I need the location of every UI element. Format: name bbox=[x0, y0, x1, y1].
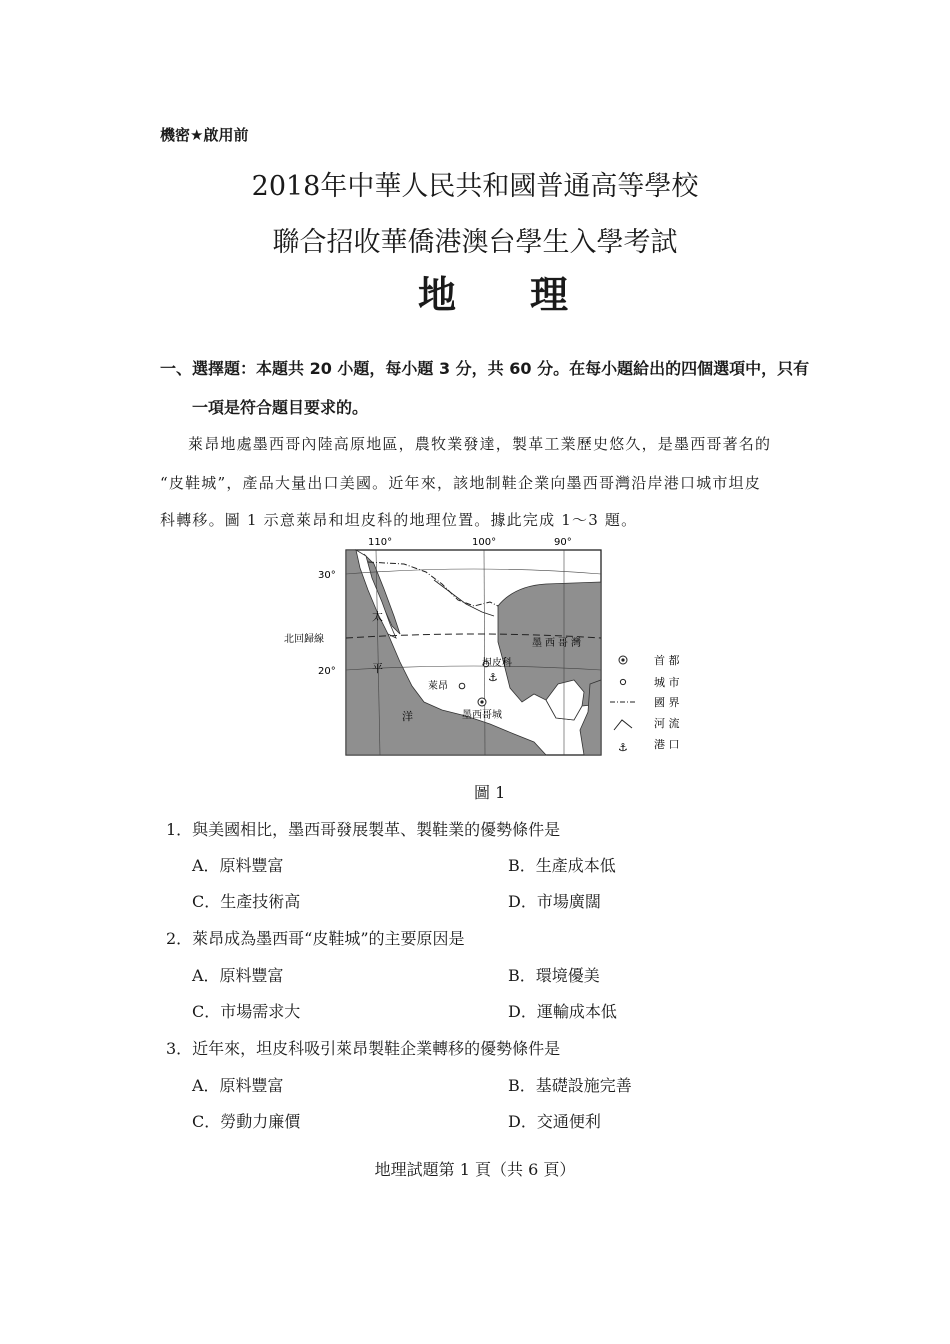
question-2-option-a: A．原料豐富 bbox=[192, 966, 284, 985]
passage-line1: 萊昂地處墨西哥內陸高原地區，農牧業發達，製革工業歷史悠久，是墨西哥著名的 bbox=[188, 435, 772, 453]
ocean-char-1: 太 bbox=[372, 610, 383, 623]
question-3-option-c: C．勞動力廉價 bbox=[192, 1112, 301, 1131]
figure-caption: 圖 1 bbox=[474, 783, 506, 802]
question-2-option-b: B．環境優美 bbox=[508, 966, 600, 985]
section-instruction-line1: 一、選擇題：本題共 20 小題，每小題 3 分，共 60 分。在每小題給出的四個選項中，只有 bbox=[160, 359, 810, 378]
legend-city-icon bbox=[620, 679, 625, 684]
ocean-char-2: 平 bbox=[372, 662, 383, 675]
question-3-option-d: D．交通便利 bbox=[508, 1112, 601, 1131]
question-3-option-b: B．基礎設施完善 bbox=[508, 1076, 632, 1095]
question-1-option-c: C．生產技術高 bbox=[192, 892, 301, 911]
question-1-stem: 1．與美國相比，墨西哥發展製革、製鞋業的優勢條件是 bbox=[166, 820, 561, 839]
subject-title-char1: 地 bbox=[418, 273, 457, 317]
tropic-label: 北回歸線 bbox=[284, 634, 324, 645]
mexico-city-label: 墨西哥城 bbox=[462, 710, 502, 721]
gulf-label: 墨西哥灣 bbox=[532, 638, 584, 649]
lon-label-100: 100° bbox=[472, 537, 497, 548]
mexico-city-capital-dot bbox=[480, 700, 483, 703]
legend-river-icon bbox=[614, 720, 632, 730]
ocean-char-3: 洋 bbox=[402, 710, 413, 723]
legend-river-label: 河 流 bbox=[654, 717, 680, 730]
question-1-option-a: A．原料豐富 bbox=[192, 856, 284, 875]
question-3-stem: 3．近年來，坦皮科吸引萊昂製鞋企業轉移的優勢條件是 bbox=[166, 1039, 561, 1058]
passage-line3: 科轉移。圖 1 示意萊昂和坦皮科的地理位置。據此完成 1～3 題。 bbox=[160, 511, 638, 529]
question-2-option-c: C．市場需求大 bbox=[192, 1002, 301, 1021]
lon-label-110: 110° bbox=[368, 537, 393, 548]
tampico-port-icon: ⚓ bbox=[488, 671, 498, 684]
mexico-map-figure bbox=[284, 534, 714, 760]
legend-capital-label: 首 都 bbox=[654, 654, 680, 667]
legend-port-icon: ⚓ bbox=[618, 741, 628, 754]
exam-title-line1: 2018年中華人民共和國普通高等學校 bbox=[251, 171, 699, 202]
tampico-label: 坦皮科 bbox=[482, 658, 512, 669]
question-2-stem: 2．萊昂成為墨西哥“皮鞋城”的主要原因是 bbox=[166, 929, 465, 948]
question-2-option-d: D．運輸成本低 bbox=[508, 1002, 617, 1021]
question-1-option-d: D．市場廣闊 bbox=[508, 892, 601, 911]
exam-title-line2: 聯合招收華僑港澳台學生入學考試 bbox=[272, 227, 678, 258]
legend-border-label: 國 界 bbox=[654, 696, 680, 709]
question-3-option-a: A．原料豐富 bbox=[192, 1076, 284, 1095]
lat-label-30: 30° bbox=[318, 570, 336, 581]
lat-label-20: 20° bbox=[318, 666, 336, 677]
subject-title-char2: 理 bbox=[530, 273, 569, 317]
confidential-mark: 機密★啟用前 bbox=[160, 126, 249, 144]
leon-label: 萊昂 bbox=[428, 681, 448, 692]
passage-line2: “皮鞋城”，產品大量出口美國。近年來，該地制鞋企業向墨西哥灣沿岸港口城市坦皮 bbox=[160, 474, 761, 492]
lon-label-90: 90° bbox=[554, 537, 572, 548]
question-1-option-b: B．生產成本低 bbox=[508, 856, 616, 875]
leon-city-marker bbox=[459, 683, 465, 689]
page-footer: 地理試題第 1 頁（共 6 頁） bbox=[374, 1160, 576, 1179]
legend-city-label: 城 市 bbox=[654, 676, 680, 689]
section-instruction-line2: 一項是符合題目要求的。 bbox=[192, 398, 369, 417]
legend-port-label: 港 口 bbox=[654, 738, 680, 751]
